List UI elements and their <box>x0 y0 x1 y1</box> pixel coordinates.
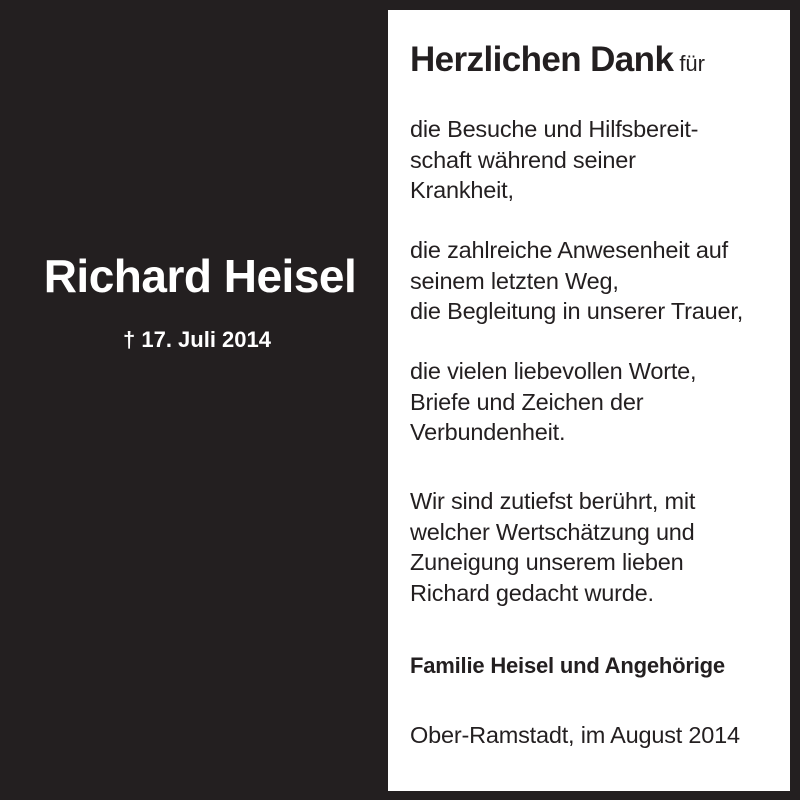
paragraph-line: Wir sind zutiefst berührt, mit <box>410 488 696 514</box>
thanks-paragraph-attendance <box>410 235 780 327</box>
deceased-name: Richard Heisel <box>43 250 357 302</box>
thank-you-panel <box>388 10 790 791</box>
thank-you-heading <box>410 40 705 84</box>
paragraph-line: die vielen liebevollen Worte, <box>410 358 697 384</box>
paragraph-line: die Besuche und Hilfsbereit- <box>410 116 699 142</box>
paragraph-line: Richard gedacht wurde. <box>410 579 654 606</box>
paragraph-line: die zahlreiche Anwesenheit auf <box>410 237 728 263</box>
paragraph-line: Briefe und Zeichen der <box>410 388 644 415</box>
memorial-left-panel <box>0 0 388 800</box>
paragraph-line: Krankheit, <box>410 177 514 203</box>
paragraph-line: schaft während seiner <box>410 146 636 173</box>
heading-suffix: für <box>679 51 705 76</box>
thanks-paragraph-visits <box>410 114 780 206</box>
paragraph-line: Verbundenheit. <box>410 419 566 445</box>
closing-paragraph <box>410 486 780 608</box>
paragraph-line: welcher Wertschätzung und <box>410 518 695 545</box>
family-signature: Familie Heisel und Angehörige <box>410 653 725 678</box>
place-and-date: Ober-Ramstadt, im August 2014 <box>410 722 740 748</box>
paragraph-line: seinem letzten Weg, <box>410 267 619 294</box>
thanks-paragraph-words <box>410 356 780 448</box>
paragraph-line: Zuneigung unserem lieben <box>410 549 684 575</box>
heading-title: Herzlichen Dank <box>410 40 674 79</box>
death-date: † 17. Juli 2014 <box>123 327 271 352</box>
paragraph-line: die Begleitung in unserer Trauer, <box>410 298 744 324</box>
